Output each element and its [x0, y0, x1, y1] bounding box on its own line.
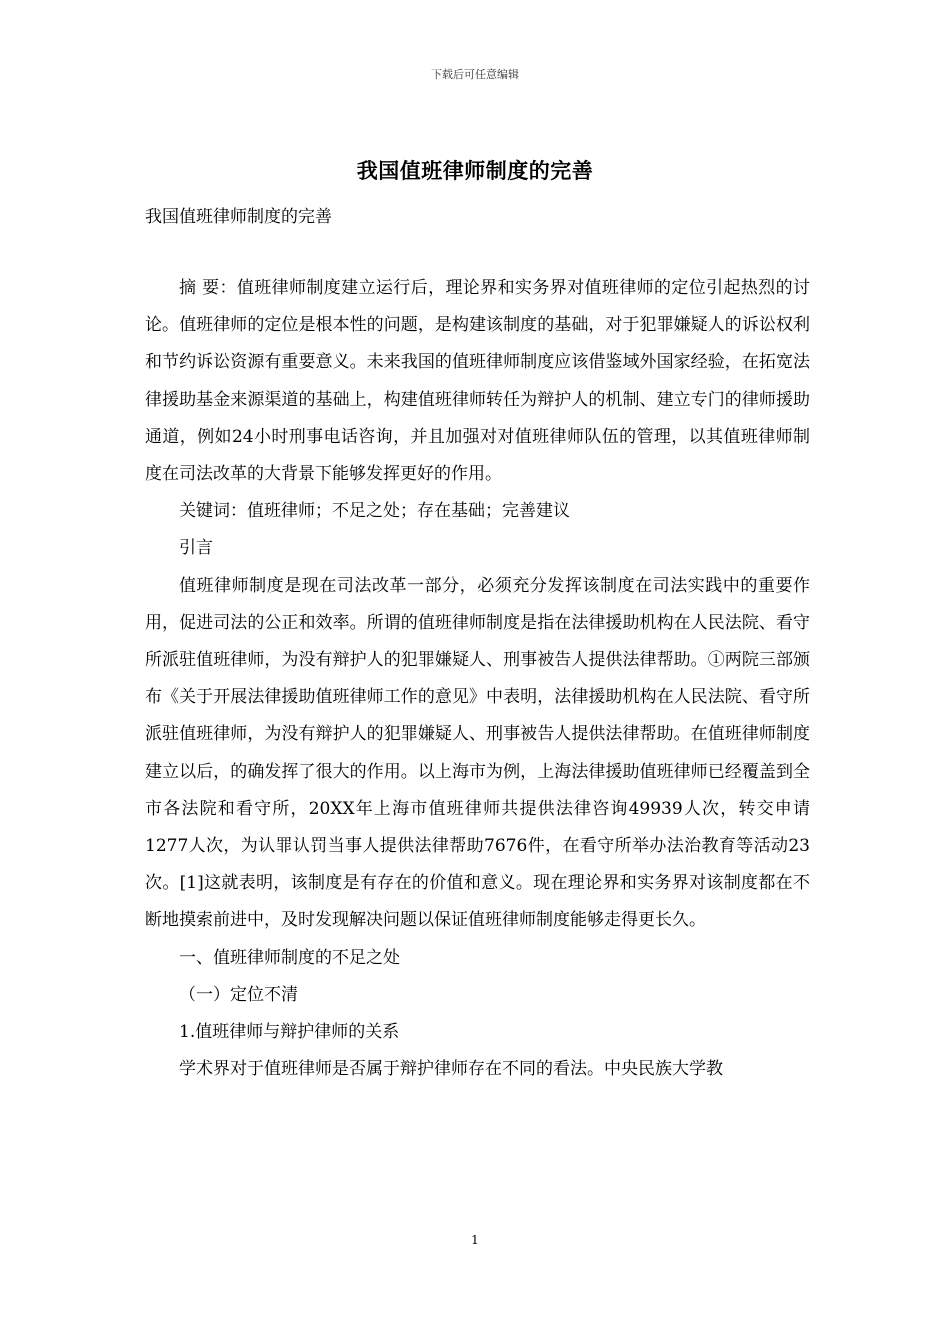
abstract-paragraph: 摘 要：值班律师制度建立运行后，理论界和实务界对值班律师的定位引起热烈的讨论。值班律师的定位是根本性的问题，是构建该制度的基础，对于犯罪嫌疑人的诉讼权利和节约诉讼资源有重要意义。未来我国的值班律师制度应该借鉴域外国家经验，在拓宽法律援助基金来源渠道的基础上，构建值班律师转任为辩护人的机制、建立专门的律师援助通道，例如24小时刑事电话咨询，并且加强对对值班律师队伍的管理，以其值班律师制度在司法改革的大背景下能够发挥更好的作用。: [145, 278, 810, 485]
document-subtitle: 我国值班律师制度的完善: [145, 207, 332, 227]
document-body: [145, 270, 810, 1088]
keywords-paragraph: 关键词：值班律师；不足之处；存在基础；完善建议: [179, 501, 570, 522]
page-header-note: 下载后可任意编辑: [431, 68, 519, 81]
section-heading-introduction: 引言: [179, 538, 213, 559]
document-title: 我国值班律师制度的完善: [356, 159, 594, 183]
subsection-heading-1-1-1: 1.值班律师与辩护律师的关系: [179, 1022, 400, 1043]
body-paragraph: 学术界对于值班律师是否属于辩护律师存在不同的看法。中央民族大学教: [179, 1059, 723, 1080]
page-number: 1: [471, 1233, 479, 1247]
subsection-heading-1-1: （一）定位不清: [179, 984, 298, 1005]
introduction-paragraph: 值班律师制度是现在司法改革一部分，必须充分发挥该制度在司法实践中的重要作用，促进司法的公正和效率。所谓的值班律师制度是指在法律援助机构在人民法院、看守所派驻值班律师，为没有辩护人的犯罪嫌疑人、刑事被告人提供法律帮助。①两院三部颁布《关于开展法律援助值班律师工作的意见》中表明，法律援助机构在人民法院、看守所派驻值班律师，为没有辩护人的犯罪嫌疑人、刑事被告人提供法律帮助。在值班律师制度建立以后，的确发挥了很大的作用。以上海市为例，上海法律援助值班律师已经覆盖到全市各法院和看守所，20XX年上海市值班律师共提供法律咨询49939人次，转交申请1277人次，为认罪认罚当事人提供法律帮助7676件，在看守所举办法治教育等活动23次。[1]这就表明，该制度是有存在的价值和意义。现在理论界和实务界对该制度都在不断地摸索前进中，及时发现解决问题以保证值班律师制度能够走得更长久。: [145, 575, 810, 931]
section-heading-1: 一、值班律师制度的不足之处: [179, 947, 400, 968]
